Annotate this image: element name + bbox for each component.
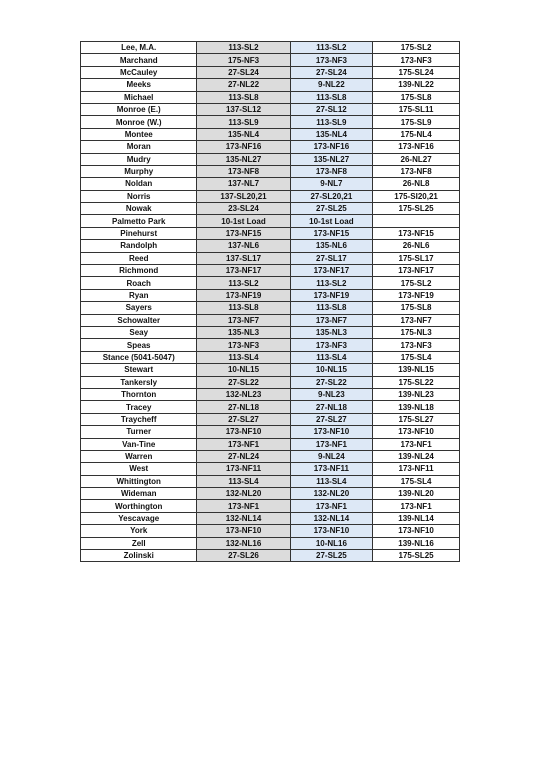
cell-code-3: 139-NL24 [373, 450, 460, 462]
table-row [81, 227, 460, 239]
cell-name: Roach [81, 277, 197, 289]
cell-code-3: 175-SL2 [373, 42, 460, 54]
cell-code-3: 139-NL15 [373, 364, 460, 376]
cell-code-1: 137-NL7 [197, 178, 290, 190]
cell-code-2: 27-SL24 [290, 66, 373, 78]
cell-name: West [81, 463, 197, 475]
cell-code-3: 26-NL8 [373, 178, 460, 190]
table-row [81, 116, 460, 128]
cell-code-1: 113-SL4 [197, 475, 290, 487]
cell-code-3: 139-NL20 [373, 488, 460, 500]
table-row [81, 537, 460, 549]
cell-code-2: 113-SL4 [290, 351, 373, 363]
table-row [81, 475, 460, 487]
cell-code-3: 26-NL6 [373, 240, 460, 252]
cell-name: York [81, 525, 197, 537]
cell-code-3: 26-NL27 [373, 153, 460, 165]
cell-name: Norris [81, 190, 197, 202]
table-row [81, 66, 460, 78]
cell-code-3: 173-NF8 [373, 165, 460, 177]
cell-name: Van-Tine [81, 438, 197, 450]
table-row [81, 289, 460, 301]
cell-code-1: 27-NL24 [197, 450, 290, 462]
cell-code-3: 175-SL9 [373, 116, 460, 128]
cell-code-2: 135-NL4 [290, 128, 373, 140]
cell-code-2: 173-NF7 [290, 314, 373, 326]
cell-code-3: 175-SL25 [373, 203, 460, 215]
cell-code-1: 132-NL14 [197, 512, 290, 524]
cell-name: Reed [81, 252, 197, 264]
cell-code-1: 173-NF10 [197, 426, 290, 438]
cell-code-2: 113-SL9 [290, 116, 373, 128]
cell-name: Turner [81, 426, 197, 438]
cell-name: Whittington [81, 475, 197, 487]
cell-code-1: 27-SL26 [197, 550, 290, 562]
cell-code-3: 139-NL14 [373, 512, 460, 524]
cell-code-3: 175-SI20,21 [373, 190, 460, 202]
cell-name: Tankersly [81, 376, 197, 388]
cell-name: Yescavage [81, 512, 197, 524]
cell-code-1: 137-SL12 [197, 103, 290, 115]
table-row [81, 190, 460, 202]
cell-name: Stewart [81, 364, 197, 376]
cell-name: Randolph [81, 240, 197, 252]
cell-name: Marchand [81, 54, 197, 66]
cell-code-2: 9-NL24 [290, 450, 373, 462]
cell-name: Lee, M.A. [81, 42, 197, 54]
table-row [81, 178, 460, 190]
cell-code-3: 139-NL22 [373, 79, 460, 91]
cell-code-1: 173-NF10 [197, 525, 290, 537]
cell-code-1: 173-NF16 [197, 141, 290, 153]
cell-code-3: 139-NL23 [373, 388, 460, 400]
cell-code-3: 175-SL22 [373, 376, 460, 388]
cell-code-2: 173-NF3 [290, 339, 373, 351]
cell-code-2: 132-NL14 [290, 512, 373, 524]
cell-code-2: 135-NL27 [290, 153, 373, 165]
table-row [81, 500, 460, 512]
cell-name: Moran [81, 141, 197, 153]
table-row [81, 79, 460, 91]
cell-code-3: 175-NL4 [373, 128, 460, 140]
cell-code-3: 173-NF7 [373, 314, 460, 326]
cell-name: Schowalter [81, 314, 197, 326]
cell-code-3: 173-NF19 [373, 289, 460, 301]
table-row [81, 488, 460, 500]
cell-code-3: 175-SL8 [373, 91, 460, 103]
cell-code-3: 175-SL11 [373, 103, 460, 115]
cell-code-1: 23-SL24 [197, 203, 290, 215]
cell-code-1: 137-SL20,21 [197, 190, 290, 202]
roster-table-body [81, 42, 460, 562]
cell-code-3: 173-NF15 [373, 227, 460, 239]
cell-code-2: 27-SL27 [290, 413, 373, 425]
table-row [81, 388, 460, 400]
cell-code-3: 173-NF1 [373, 500, 460, 512]
cell-name: Stance (5041-5047) [81, 351, 197, 363]
cell-code-3: 173-NF17 [373, 265, 460, 277]
table-row [81, 302, 460, 314]
table-row [81, 364, 460, 376]
cell-name: Thornton [81, 388, 197, 400]
cell-code-2: 173-NF16 [290, 141, 373, 153]
cell-code-1: 113-SL8 [197, 91, 290, 103]
cell-code-2: 9-NL7 [290, 178, 373, 190]
cell-code-2: 113-SL8 [290, 302, 373, 314]
cell-name: Monroe (W.) [81, 116, 197, 128]
cell-name: Seay [81, 326, 197, 338]
cell-code-3: 139-NL16 [373, 537, 460, 549]
cell-code-2: 173-NF3 [290, 54, 373, 66]
cell-code-3: 173-NF3 [373, 54, 460, 66]
cell-name: Palmetto Park [81, 215, 197, 227]
cell-code-1: 113-SL8 [197, 302, 290, 314]
table-row [81, 512, 460, 524]
cell-code-2: 27-NL18 [290, 401, 373, 413]
cell-code-1: 113-SL2 [197, 42, 290, 54]
cell-name: Speas [81, 339, 197, 351]
cell-code-3: 139-NL18 [373, 401, 460, 413]
cell-code-2: 113-SL2 [290, 42, 373, 54]
cell-code-2: 173-NF11 [290, 463, 373, 475]
cell-code-1: 10-NL15 [197, 364, 290, 376]
table-row [81, 401, 460, 413]
cell-code-2: 10-1st Load [290, 215, 373, 227]
cell-code-1: 135-NL4 [197, 128, 290, 140]
cell-name: Traycheff [81, 413, 197, 425]
roster-table [80, 41, 460, 562]
cell-code-2: 27-SL12 [290, 103, 373, 115]
cell-code-1: 173-NF17 [197, 265, 290, 277]
cell-code-2: 132-NL20 [290, 488, 373, 500]
cell-code-2: 9-NL22 [290, 79, 373, 91]
cell-name: Meeks [81, 79, 197, 91]
cell-code-2: 173-NF10 [290, 525, 373, 537]
table-row [81, 42, 460, 54]
cell-name: McCauley [81, 66, 197, 78]
cell-name: Ryan [81, 289, 197, 301]
cell-name: Pinehurst [81, 227, 197, 239]
table-row [81, 438, 460, 450]
cell-code-3: 175-SL4 [373, 351, 460, 363]
cell-name: Murphy [81, 165, 197, 177]
cell-code-3: 175-SL24 [373, 66, 460, 78]
cell-code-2: 173-NF1 [290, 500, 373, 512]
cell-name: Zolinski [81, 550, 197, 562]
cell-code-2: 27-SL17 [290, 252, 373, 264]
cell-code-2: 27-SL20,21 [290, 190, 373, 202]
cell-name: Worthington [81, 500, 197, 512]
table-row [81, 463, 460, 475]
table-row [81, 252, 460, 264]
cell-code-2: 10-NL16 [290, 537, 373, 549]
cell-code-3: 175-NL3 [373, 326, 460, 338]
cell-code-3: 175-SL17 [373, 252, 460, 264]
cell-code-3: 173-NF16 [373, 141, 460, 153]
cell-code-3: 173-NF11 [373, 463, 460, 475]
table-row [81, 413, 460, 425]
cell-code-1: 113-SL9 [197, 116, 290, 128]
cell-code-2: 9-NL23 [290, 388, 373, 400]
table-row [81, 153, 460, 165]
table-row [81, 128, 460, 140]
table-row [81, 165, 460, 177]
cell-code-3: 173-NF10 [373, 426, 460, 438]
cell-code-2: 27-SL25 [290, 550, 373, 562]
cell-code-3: 175-SL2 [373, 277, 460, 289]
cell-code-1: 27-SL22 [197, 376, 290, 388]
table-row [81, 203, 460, 215]
cell-code-1: 27-SL24 [197, 66, 290, 78]
cell-name: Noldan [81, 178, 197, 190]
cell-code-3: 173-NF10 [373, 525, 460, 537]
cell-code-1: 113-SL2 [197, 277, 290, 289]
cell-name: Mudry [81, 153, 197, 165]
cell-code-1: 135-NL27 [197, 153, 290, 165]
table-row [81, 450, 460, 462]
cell-code-1: 27-SL27 [197, 413, 290, 425]
table-row [81, 277, 460, 289]
cell-code-1: 10-1st Load [197, 215, 290, 227]
cell-name: Sayers [81, 302, 197, 314]
cell-code-1: 173-NF7 [197, 314, 290, 326]
cell-code-2: 173-NF19 [290, 289, 373, 301]
cell-code-3: 175-SL27 [373, 413, 460, 425]
cell-code-1: 132-NL23 [197, 388, 290, 400]
cell-name: Michael [81, 91, 197, 103]
cell-name: Tracey [81, 401, 197, 413]
cell-code-1: 175-NF3 [197, 54, 290, 66]
cell-name: Wideman [81, 488, 197, 500]
table-row [81, 215, 460, 227]
cell-code-1: 137-NL6 [197, 240, 290, 252]
table-row [81, 550, 460, 562]
cell-code-3 [373, 215, 460, 227]
cell-code-1: 173-NF3 [197, 339, 290, 351]
cell-code-3: 175-SL25 [373, 550, 460, 562]
cell-code-1: 137-SL17 [197, 252, 290, 264]
cell-code-2: 113-SL2 [290, 277, 373, 289]
cell-code-1: 27-NL22 [197, 79, 290, 91]
cell-code-2: 27-SL25 [290, 203, 373, 215]
table-row [81, 339, 460, 351]
cell-code-1: 132-NL20 [197, 488, 290, 500]
cell-code-2: 27-SL22 [290, 376, 373, 388]
table-row [81, 351, 460, 363]
cell-name: Nowak [81, 203, 197, 215]
cell-code-1: 173-NF15 [197, 227, 290, 239]
cell-name: Montee [81, 128, 197, 140]
cell-name: Richmond [81, 265, 197, 277]
table-row [81, 240, 460, 252]
cell-code-2: 113-SL8 [290, 91, 373, 103]
cell-code-3: 175-SL4 [373, 475, 460, 487]
cell-code-3: 173-NF1 [373, 438, 460, 450]
cell-code-1: 135-NL3 [197, 326, 290, 338]
cell-name: Warren [81, 450, 197, 462]
cell-code-1: 113-SL4 [197, 351, 290, 363]
cell-code-2: 173-NF1 [290, 438, 373, 450]
cell-code-1: 132-NL16 [197, 537, 290, 549]
cell-code-2: 113-SL4 [290, 475, 373, 487]
cell-code-2: 173-NF8 [290, 165, 373, 177]
cell-code-1: 173-NF19 [197, 289, 290, 301]
table-row [81, 376, 460, 388]
cell-code-1: 173-NF1 [197, 500, 290, 512]
cell-code-1: 173-NF8 [197, 165, 290, 177]
cell-name: Monroe (E.) [81, 103, 197, 115]
table-row [81, 314, 460, 326]
table-row [81, 426, 460, 438]
cell-code-2: 173-NF10 [290, 426, 373, 438]
cell-code-1: 173-NF11 [197, 463, 290, 475]
cell-name: Zell [81, 537, 197, 549]
table-row [81, 103, 460, 115]
table-row [81, 265, 460, 277]
cell-code-1: 27-NL18 [197, 401, 290, 413]
cell-code-1: 173-NF1 [197, 438, 290, 450]
cell-code-3: 173-NF3 [373, 339, 460, 351]
table-row [81, 91, 460, 103]
table-row [81, 326, 460, 338]
cell-code-2: 173-NF17 [290, 265, 373, 277]
cell-code-2: 135-NL6 [290, 240, 373, 252]
cell-code-2: 173-NF15 [290, 227, 373, 239]
cell-code-3: 175-SL8 [373, 302, 460, 314]
cell-code-2: 10-NL15 [290, 364, 373, 376]
table-row [81, 54, 460, 66]
cell-code-2: 135-NL3 [290, 326, 373, 338]
table-row [81, 141, 460, 153]
table-row [81, 525, 460, 537]
